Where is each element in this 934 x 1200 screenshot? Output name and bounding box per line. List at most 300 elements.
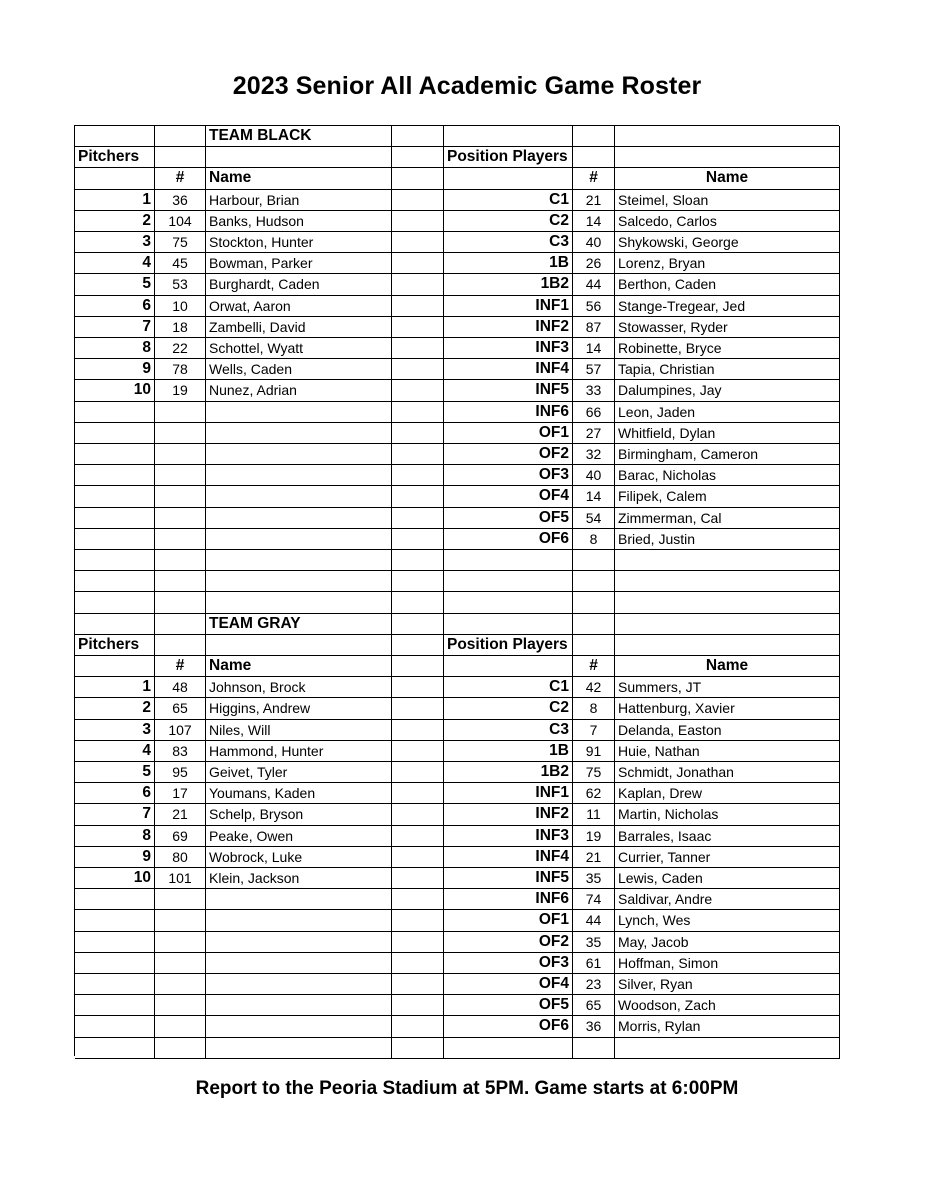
player-position: C1 — [444, 677, 573, 698]
table-cell — [615, 147, 840, 168]
table-cell — [155, 126, 206, 147]
player-name: Tapia, Christian — [615, 359, 840, 380]
pitcher-number: 21 — [155, 804, 206, 825]
page-title: 2023 Senior All Academic Game Roster — [232, 72, 702, 100]
team-header-row — [75, 126, 840, 147]
table-row — [75, 190, 840, 211]
name-header: Name — [206, 168, 392, 189]
player-position: INF6 — [444, 402, 573, 423]
player-position: INF1 — [444, 783, 573, 804]
pitcher-slot: 2 — [75, 211, 155, 232]
table-cell — [75, 444, 155, 465]
player-name: Stowasser, Ryder — [615, 317, 840, 338]
table-cell — [573, 571, 615, 592]
player-name: Kaplan, Drew — [615, 783, 840, 804]
pitcher-slot: 5 — [75, 762, 155, 783]
player-number: 19 — [573, 826, 615, 847]
pitcher-slot: 9 — [75, 359, 155, 380]
table-row — [75, 508, 840, 529]
player-position: OF1 — [444, 910, 573, 931]
player-position: INF2 — [444, 804, 573, 825]
player-number: 44 — [573, 274, 615, 295]
player-position: 1B — [444, 741, 573, 762]
table-cell — [75, 571, 155, 592]
table-cell — [573, 550, 615, 571]
player-name: Saldivar, Andre — [615, 889, 840, 910]
table-cell — [444, 656, 573, 677]
player-name: Lynch, Wes — [615, 910, 840, 931]
player-number: 21 — [573, 190, 615, 211]
player-position: C3 — [444, 232, 573, 253]
player-name: Schmidt, Jonathan — [615, 762, 840, 783]
pitcher-name: Zambelli, David — [206, 317, 392, 338]
table-cell — [206, 953, 392, 974]
table-cell — [392, 1016, 444, 1037]
player-position: C2 — [444, 211, 573, 232]
pitcher-number: 36 — [155, 190, 206, 211]
table-cell — [206, 910, 392, 931]
pitcher-number: 78 — [155, 359, 206, 380]
player-number: 14 — [573, 211, 615, 232]
empty-row — [75, 592, 840, 613]
player-name: Salcedo, Carlos — [615, 211, 840, 232]
player-number: 62 — [573, 783, 615, 804]
pitcher-number: 18 — [155, 317, 206, 338]
player-number: 74 — [573, 889, 615, 910]
player-number: 14 — [573, 486, 615, 507]
pitcher-name: Johnson, Brock — [206, 677, 392, 698]
table-cell — [155, 550, 206, 571]
table-cell — [392, 380, 444, 401]
table-row — [75, 847, 840, 868]
table-cell — [392, 804, 444, 825]
name-header: Name — [615, 168, 840, 189]
pitcher-number: 19 — [155, 380, 206, 401]
table-cell — [75, 423, 155, 444]
table-cell — [444, 571, 573, 592]
player-name: Silver, Ryan — [615, 974, 840, 995]
table-cell — [392, 953, 444, 974]
player-number: 66 — [573, 402, 615, 423]
table-cell — [155, 529, 206, 550]
table-cell — [392, 995, 444, 1016]
table-cell — [392, 974, 444, 995]
table-cell — [206, 974, 392, 995]
table-cell — [155, 974, 206, 995]
table-row — [75, 910, 840, 931]
pitcher-number: 22 — [155, 338, 206, 359]
table-cell — [155, 571, 206, 592]
player-position: OF3 — [444, 465, 573, 486]
pitcher-number: 53 — [155, 274, 206, 295]
table-cell — [155, 635, 206, 656]
player-number: 65 — [573, 995, 615, 1016]
table-cell — [155, 147, 206, 168]
player-name: Shykowski, George — [615, 232, 840, 253]
table-cell — [206, 932, 392, 953]
table-cell — [392, 147, 444, 168]
table-cell — [155, 889, 206, 910]
pitcher-number: 65 — [155, 698, 206, 719]
player-name: Woodson, Zach — [615, 995, 840, 1016]
table-row — [75, 868, 840, 889]
table-cell — [155, 444, 206, 465]
player-position: OF3 — [444, 953, 573, 974]
table-cell — [392, 402, 444, 423]
table-cell — [392, 910, 444, 931]
table-cell — [206, 889, 392, 910]
table-row — [75, 826, 840, 847]
table-cell — [206, 147, 392, 168]
table-row — [75, 296, 840, 317]
empty-row — [75, 550, 840, 571]
player-position: INF4 — [444, 359, 573, 380]
table-cell — [155, 953, 206, 974]
table-row — [75, 529, 840, 550]
table-row — [75, 1016, 840, 1037]
table-cell — [392, 274, 444, 295]
pitcher-slot: 3 — [75, 232, 155, 253]
table-cell — [392, 423, 444, 444]
pitcher-slot: 7 — [75, 317, 155, 338]
player-name: Summers, JT — [615, 677, 840, 698]
table-row — [75, 889, 840, 910]
pitcher-slot: 4 — [75, 253, 155, 274]
table-cell — [75, 508, 155, 529]
pitcher-number: 45 — [155, 253, 206, 274]
player-name: Huie, Nathan — [615, 741, 840, 762]
player-position: 1B2 — [444, 762, 573, 783]
table-cell — [392, 762, 444, 783]
table-row — [75, 317, 840, 338]
table-cell — [75, 932, 155, 953]
player-position: C1 — [444, 190, 573, 211]
player-position: OF4 — [444, 974, 573, 995]
pitcher-name: Niles, Will — [206, 720, 392, 741]
empty-row — [75, 571, 840, 592]
player-name: Dalumpines, Jay — [615, 380, 840, 401]
table-row — [75, 232, 840, 253]
player-name: Morris, Rylan — [615, 1016, 840, 1037]
table-row — [75, 465, 840, 486]
pitcher-slot: 8 — [75, 338, 155, 359]
table-cell — [392, 232, 444, 253]
player-number: 75 — [573, 762, 615, 783]
table-cell — [75, 910, 155, 931]
table-row — [75, 380, 840, 401]
pitcher-slot: 1 — [75, 190, 155, 211]
player-position: INF2 — [444, 317, 573, 338]
table-cell — [392, 211, 444, 232]
column-header-row — [75, 168, 840, 189]
pitchers-label: Pitchers — [75, 635, 155, 656]
table-row — [75, 698, 840, 719]
table-cell — [392, 635, 444, 656]
table-cell — [392, 168, 444, 189]
player-position: OF2 — [444, 444, 573, 465]
table-cell — [615, 571, 840, 592]
player-name: Lewis, Caden — [615, 868, 840, 889]
pitcher-name: Klein, Jackson — [206, 868, 392, 889]
pitchers-label: Pitchers — [75, 147, 155, 168]
player-name: Robinette, Bryce — [615, 338, 840, 359]
player-name: Birmingham, Cameron — [615, 444, 840, 465]
table-cell — [75, 126, 155, 147]
table-cell — [75, 465, 155, 486]
player-number: 7 — [573, 720, 615, 741]
table-cell — [155, 1038, 206, 1059]
pitcher-name: Wobrock, Luke — [206, 847, 392, 868]
pitcher-slot: 4 — [75, 741, 155, 762]
table-cell — [392, 317, 444, 338]
table-cell — [573, 614, 615, 635]
name-header: Name — [206, 656, 392, 677]
player-number: 8 — [573, 698, 615, 719]
pitcher-slot: 6 — [75, 783, 155, 804]
player-number: 91 — [573, 741, 615, 762]
number-header: # — [155, 656, 206, 677]
player-number: 11 — [573, 804, 615, 825]
pitcher-name: Orwat, Aaron — [206, 296, 392, 317]
player-name: Steimel, Sloan — [615, 190, 840, 211]
pitcher-name: Stockton, Hunter — [206, 232, 392, 253]
player-number: 32 — [573, 444, 615, 465]
player-number: 8 — [573, 529, 615, 550]
table-cell — [206, 1016, 392, 1037]
player-name: Barac, Nicholas — [615, 465, 840, 486]
table-cell — [75, 995, 155, 1016]
table-cell — [615, 614, 840, 635]
player-position: OF6 — [444, 1016, 573, 1037]
roster-table — [74, 125, 839, 1056]
table-cell — [392, 359, 444, 380]
table-cell — [392, 614, 444, 635]
pitcher-slot: 9 — [75, 847, 155, 868]
table-cell — [155, 508, 206, 529]
table-cell — [573, 147, 615, 168]
pitcher-number: 48 — [155, 677, 206, 698]
pitcher-slot: 10 — [75, 868, 155, 889]
player-number: 61 — [573, 953, 615, 974]
table-row — [75, 253, 840, 274]
table-cell — [615, 550, 840, 571]
player-name: Barrales, Isaac — [615, 826, 840, 847]
table-cell — [206, 402, 392, 423]
table-cell — [75, 168, 155, 189]
player-position: INF3 — [444, 826, 573, 847]
table-row — [75, 338, 840, 359]
pitcher-name: Schelp, Bryson — [206, 804, 392, 825]
pitcher-name: Youmans, Kaden — [206, 783, 392, 804]
pitcher-number: 69 — [155, 826, 206, 847]
number-header: # — [573, 656, 615, 677]
player-name: Hattenburg, Xavier — [615, 698, 840, 719]
table-cell — [392, 698, 444, 719]
table-cell — [392, 529, 444, 550]
player-name: Lorenz, Bryan — [615, 253, 840, 274]
table-cell — [155, 1016, 206, 1037]
table-cell — [155, 486, 206, 507]
table-cell — [392, 1038, 444, 1059]
pitcher-name: Banks, Hudson — [206, 211, 392, 232]
player-position: OF1 — [444, 423, 573, 444]
pitcher-number: 101 — [155, 868, 206, 889]
player-position: OF5 — [444, 995, 573, 1016]
player-number: 33 — [573, 380, 615, 401]
player-position: INF3 — [444, 338, 573, 359]
table-cell — [392, 592, 444, 613]
pitcher-number: 95 — [155, 762, 206, 783]
table-cell — [392, 932, 444, 953]
table-cell — [392, 783, 444, 804]
table-cell — [392, 296, 444, 317]
player-number: 21 — [573, 847, 615, 868]
player-number: 87 — [573, 317, 615, 338]
pitcher-name: Higgins, Andrew — [206, 698, 392, 719]
table-cell — [444, 614, 573, 635]
player-position: OF4 — [444, 486, 573, 507]
pitcher-number: 83 — [155, 741, 206, 762]
table-cell — [615, 1038, 840, 1059]
table-cell — [206, 635, 392, 656]
table-cell — [75, 592, 155, 613]
table-cell — [155, 465, 206, 486]
player-position: INF5 — [444, 380, 573, 401]
table-cell — [155, 932, 206, 953]
table-row — [75, 995, 840, 1016]
player-number: 14 — [573, 338, 615, 359]
pitcher-number: 104 — [155, 211, 206, 232]
table-cell — [206, 486, 392, 507]
pitcher-name: Harbour, Brian — [206, 190, 392, 211]
pitcher-slot: 8 — [75, 826, 155, 847]
player-position: OF6 — [444, 529, 573, 550]
pitcher-slot: 1 — [75, 677, 155, 698]
player-name: Whitfield, Dylan — [615, 423, 840, 444]
table-cell — [75, 656, 155, 677]
name-header: Name — [615, 656, 840, 677]
table-cell — [444, 1038, 573, 1059]
table-cell — [206, 508, 392, 529]
pitcher-name: Schottel, Wyatt — [206, 338, 392, 359]
player-position: OF5 — [444, 508, 573, 529]
table-row — [75, 741, 840, 762]
table-cell — [75, 1016, 155, 1037]
section-header-row — [75, 635, 840, 656]
pitcher-slot: 7 — [75, 804, 155, 825]
table-cell — [155, 995, 206, 1016]
table-row — [75, 677, 840, 698]
player-name: Filipek, Calem — [615, 486, 840, 507]
table-cell — [392, 889, 444, 910]
table-cell — [206, 995, 392, 1016]
player-number: 26 — [573, 253, 615, 274]
table-cell — [392, 847, 444, 868]
table-cell — [392, 444, 444, 465]
player-number: 23 — [573, 974, 615, 995]
table-cell — [206, 1038, 392, 1059]
table-cell — [573, 592, 615, 613]
pitcher-slot: 6 — [75, 296, 155, 317]
table-cell — [573, 635, 615, 656]
table-cell — [75, 1038, 155, 1059]
table-cell — [206, 423, 392, 444]
table-cell — [206, 444, 392, 465]
table-row — [75, 953, 840, 974]
player-name: Bried, Justin — [615, 529, 840, 550]
table-cell — [75, 889, 155, 910]
player-number: 40 — [573, 232, 615, 253]
empty-row — [75, 1038, 840, 1059]
number-header: # — [155, 168, 206, 189]
table-cell — [615, 126, 840, 147]
player-name: Currier, Tanner — [615, 847, 840, 868]
player-name: Hoffman, Simon — [615, 953, 840, 974]
table-cell — [75, 953, 155, 974]
table-cell — [155, 402, 206, 423]
player-number: 35 — [573, 932, 615, 953]
table-row — [75, 486, 840, 507]
table-cell — [392, 741, 444, 762]
pitcher-number: 80 — [155, 847, 206, 868]
table-cell — [444, 126, 573, 147]
table-row — [75, 974, 840, 995]
table-row — [75, 762, 840, 783]
table-cell — [392, 486, 444, 507]
table-cell — [75, 974, 155, 995]
player-name: May, Jacob — [615, 932, 840, 953]
table-cell — [573, 126, 615, 147]
player-number: 56 — [573, 296, 615, 317]
team-label: TEAM GRAY — [206, 614, 392, 635]
table-cell — [155, 614, 206, 635]
player-number: 40 — [573, 465, 615, 486]
table-cell — [392, 571, 444, 592]
table-row — [75, 804, 840, 825]
table-cell — [75, 614, 155, 635]
table-cell — [206, 465, 392, 486]
player-number: 27 — [573, 423, 615, 444]
player-number: 54 — [573, 508, 615, 529]
table-cell — [75, 402, 155, 423]
table-cell — [155, 592, 206, 613]
team-label: TEAM BLACK — [206, 126, 392, 147]
pitcher-number: 75 — [155, 232, 206, 253]
player-position: 1B2 — [444, 274, 573, 295]
player-name: Martin, Nicholas — [615, 804, 840, 825]
table-row — [75, 274, 840, 295]
player-position: OF2 — [444, 932, 573, 953]
pitcher-name: Nunez, Adrian — [206, 380, 392, 401]
pitcher-slot: 2 — [75, 698, 155, 719]
player-name: Berthon, Caden — [615, 274, 840, 295]
pitcher-name: Geivet, Tyler — [206, 762, 392, 783]
pitcher-number: 17 — [155, 783, 206, 804]
table-cell — [392, 826, 444, 847]
number-header: # — [573, 168, 615, 189]
pitcher-name: Peake, Owen — [206, 826, 392, 847]
table-row — [75, 211, 840, 232]
table-cell — [75, 529, 155, 550]
player-position: 1B — [444, 253, 573, 274]
column-header-row — [75, 656, 840, 677]
team-header-row — [75, 614, 840, 635]
player-name: Delanda, Easton — [615, 720, 840, 741]
table-cell — [573, 1038, 615, 1059]
table-row — [75, 402, 840, 423]
table-cell — [392, 720, 444, 741]
table-cell — [75, 550, 155, 571]
